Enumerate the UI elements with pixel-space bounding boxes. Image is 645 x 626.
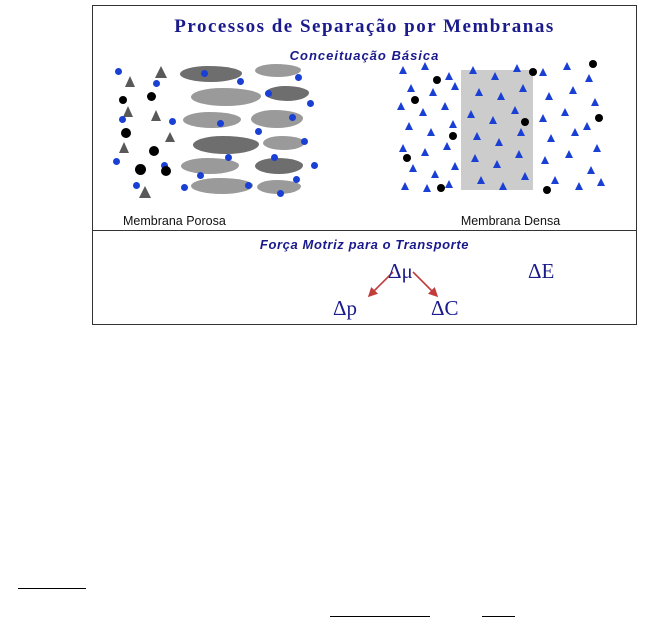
particle-triangle-blue — [517, 128, 525, 136]
particle-dot-black — [433, 76, 441, 84]
particle-dot-black — [595, 114, 603, 122]
particle-triangle-blue — [397, 102, 405, 110]
particle-triangle-blue — [511, 106, 519, 114]
particle-triangle-gray — [123, 106, 133, 117]
particle-triangle-blue — [449, 120, 457, 128]
particle-triangle-blue — [583, 122, 591, 130]
particle-dot-black — [521, 118, 529, 126]
particle-triangle-blue — [399, 144, 407, 152]
page-subtitle: Conceituação Básica — [289, 48, 440, 63]
particle-triangle-blue — [451, 162, 459, 170]
particle-triangle-blue — [515, 150, 523, 158]
particle-dot-black — [529, 68, 537, 76]
particle-triangle-blue — [491, 72, 499, 80]
particle-dot-blue — [225, 154, 232, 161]
particle-triangle-blue — [441, 102, 449, 110]
particle-triangle-gray — [165, 132, 175, 142]
page-rule-left — [18, 588, 86, 589]
particle-triangle-blue — [521, 172, 529, 180]
membrane-pore-wall — [263, 136, 305, 150]
particle-dot-blue — [245, 182, 252, 189]
particle-triangle-blue — [593, 144, 601, 152]
particle-dot-blue — [217, 120, 224, 127]
particle-dot-black — [411, 96, 419, 104]
particle-triangle-blue — [569, 86, 577, 94]
particle-triangle-blue — [497, 92, 505, 100]
particle-dot-blue — [255, 128, 262, 135]
particle-triangle-blue — [499, 182, 507, 190]
particle-triangle-blue — [541, 156, 549, 164]
particle-dot-black — [403, 154, 411, 162]
particle-dot-black — [161, 166, 171, 176]
particle-triangle-blue — [405, 122, 413, 130]
particle-triangle-blue — [431, 170, 439, 178]
particle-triangle-blue — [551, 176, 559, 184]
particle-triangle-blue — [427, 128, 435, 136]
particle-triangle-blue — [445, 180, 453, 188]
particle-triangle-blue — [401, 182, 409, 190]
particle-dot-blue — [277, 190, 284, 197]
page-title: Processos de Separação por Membranas — [174, 16, 555, 37]
force-arrows — [93, 230, 636, 325]
force-term-delta-mu: Δμ — [388, 259, 413, 283]
particle-triangle-blue — [407, 84, 415, 92]
particle-dot-blue — [301, 138, 308, 145]
particle-dot-blue — [289, 114, 296, 121]
particle-dot-black — [449, 132, 457, 140]
particle-dot-blue — [311, 162, 318, 169]
particle-dot-blue — [133, 182, 140, 189]
porous-membrane-caption: Membrana Porosa — [123, 214, 226, 228]
particle-triangle-gray — [139, 186, 151, 198]
particle-triangle-blue — [421, 62, 429, 70]
particle-dot-blue — [115, 68, 122, 75]
particle-dot-blue — [307, 100, 314, 107]
particle-triangle-gray — [151, 110, 161, 121]
particle-dot-blue — [201, 70, 208, 77]
force-term-delta-C: ΔC — [431, 296, 459, 320]
force-term-delta-p: Δp — [333, 296, 358, 320]
particle-triangle-gray — [125, 76, 135, 87]
particle-dot-blue — [271, 154, 278, 161]
particle-triangle-blue — [539, 68, 547, 76]
panel-porous-membrane — [105, 58, 365, 226]
particle-triangle-blue — [443, 142, 451, 150]
porous-membrane-diagram — [105, 58, 365, 198]
particle-triangle-blue — [409, 164, 417, 172]
page-rule-right — [482, 616, 515, 617]
particle-dot-black — [589, 60, 597, 68]
particle-dot-blue — [113, 158, 120, 165]
slide-frame — [92, 5, 637, 325]
particle-triangle-blue — [429, 88, 437, 96]
particle-dot-black — [147, 92, 156, 101]
particle-triangle-blue — [587, 166, 595, 174]
particle-triangle-blue — [563, 62, 571, 70]
particle-triangle-blue — [571, 128, 579, 136]
particle-triangle-blue — [473, 132, 481, 140]
membrane-pore-wall — [255, 158, 303, 174]
force-section-title: Força Motriz para o Transporte — [259, 237, 470, 252]
particle-triangle-blue — [399, 66, 407, 74]
dense-membrane-diagram — [393, 58, 628, 198]
particle-triangle-blue — [545, 92, 553, 100]
particle-triangle-gray — [155, 66, 167, 78]
membrane-pore-wall — [191, 178, 253, 194]
force-term-delta-E: ΔE — [528, 259, 555, 283]
particle-triangle-blue — [575, 182, 583, 190]
panel-dense-membrane — [393, 58, 628, 226]
particle-triangle-blue — [565, 150, 573, 158]
dense-membrane-caption: Membrana Densa — [460, 214, 561, 228]
particle-dot-black — [121, 128, 131, 138]
particle-dot-blue — [295, 74, 302, 81]
particle-triangle-blue — [445, 72, 453, 80]
particle-triangle-blue — [597, 178, 605, 186]
particle-dot-blue — [181, 184, 188, 191]
particle-dot-blue — [293, 176, 300, 183]
particle-triangle-gray — [119, 142, 129, 153]
particle-triangle-blue — [421, 148, 429, 156]
membrane-pore-wall — [191, 88, 261, 106]
particle-triangle-blue — [561, 108, 569, 116]
particle-triangle-blue — [467, 110, 475, 118]
membrane-pore-wall — [183, 112, 241, 128]
particle-dot-blue — [169, 118, 176, 125]
membrane-pore-wall — [180, 66, 242, 82]
particle-triangle-blue — [493, 160, 501, 168]
particle-triangle-blue — [471, 154, 479, 162]
particle-triangle-blue — [451, 82, 459, 90]
particle-dot-black — [543, 186, 551, 194]
particle-dot-blue — [237, 78, 244, 85]
membrane-pore-wall — [193, 136, 259, 154]
particle-dot-black — [119, 96, 127, 104]
particle-triangle-blue — [585, 74, 593, 82]
particle-triangle-blue — [423, 184, 431, 192]
particle-triangle-blue — [513, 64, 521, 72]
particle-dot-black — [149, 146, 159, 156]
particle-dot-black — [437, 184, 445, 192]
membrane-pore-wall — [255, 64, 301, 77]
particle-triangle-blue — [519, 84, 527, 92]
particle-dot-blue — [265, 90, 272, 97]
particle-dot-blue — [153, 80, 160, 87]
particle-triangle-blue — [591, 98, 599, 106]
particle-triangle-blue — [495, 138, 503, 146]
particle-triangle-blue — [475, 88, 483, 96]
page-rule-center — [330, 616, 430, 617]
particle-dot-blue — [197, 172, 204, 179]
particle-triangle-blue — [477, 176, 485, 184]
particle-triangle-blue — [539, 114, 547, 122]
particle-triangle-blue — [547, 134, 555, 142]
particle-triangle-blue — [489, 116, 497, 124]
particle-dot-black — [135, 164, 146, 175]
panels-container — [93, 58, 636, 226]
particle-dot-blue — [119, 116, 126, 123]
particle-triangle-blue — [469, 66, 477, 74]
particle-triangle-blue — [419, 108, 427, 116]
